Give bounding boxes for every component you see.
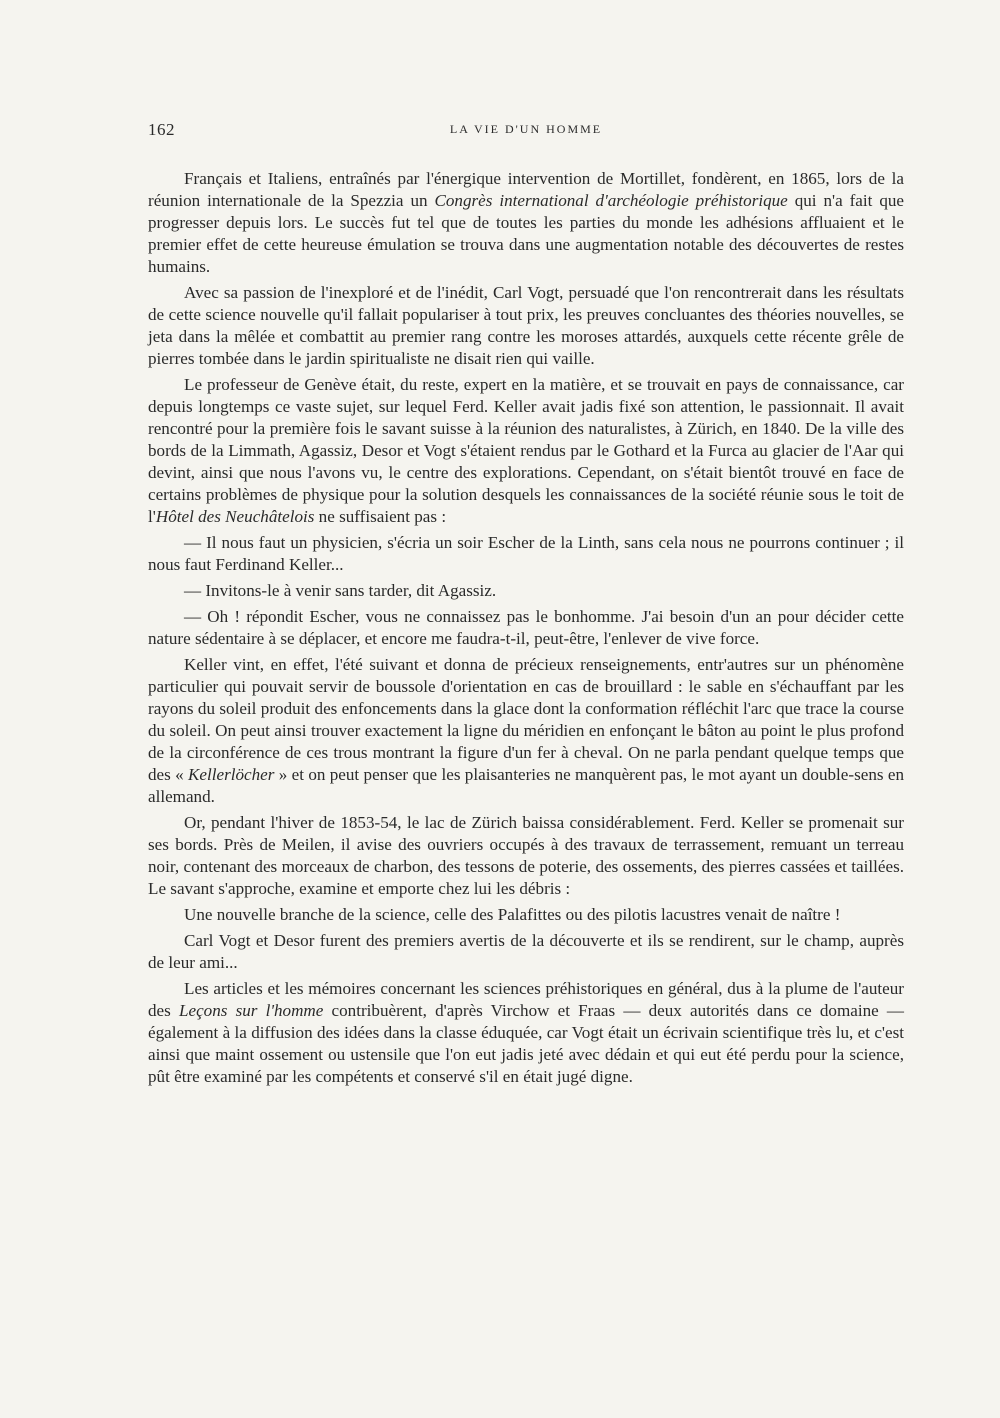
page-header [148, 120, 904, 144]
paragraph-articles: Les articles et les mémoires concernant les sciences préhistoriques en général, dus à la plume de l'auteur des Leçons sur l'homme contribuèrent, d'après Virchow et Fraas — deux autorités dans ce domaine — également à la diffusion des idées dans la classe éduquée, car Vogt était un écrivain scientifique très lu, et c'est ainsi que maint ossement ou ustensile que l'on eut jadis jeté avec dédain et qui eut été perdu pour la science, pût être examiné par les compétents et conservé s'il en était jugé digne. [148, 979, 905, 1086]
dialog-escher-2: — Oh ! répondit Escher, vous ne connaissez pas le bonhomme. J'ai besoin d'un an pour décider cette nature sédentaire à se déplacer, et encore me faudra-t-il, peut-être, l'enlever de vive force. [148, 607, 904, 648]
dialog-agassiz: — Invitons-le à venir sans tarder, dit Agassiz. [184, 581, 497, 600]
paragraph-keller: Keller vint, en effet, l'été suivant et donna de précieux renseignements, entr'autres sur un phénomène particulier qui pouvait servir de boussole d'orientation en cas de brouillard : le sable en s'échauffant par les rayons du soleil produit des enfoncements dans la glace dont la conformation réfléchit l'arc que trace la course du soleil. On peut ainsi trouver exactement la ligne du méridien en enfonçant le bâton au point le plus profond de la circonférence de ces trous montrant la figure d'un fer à cheval. On ne parla pendant quelque temps que des « Kellerlöcher » et on peut penser que les plaisanteries ne manquèrent pas, le mot ayant un double-sens en allemand. [148, 655, 904, 806]
paragraph-2: Avec sa passion de l'inexploré et de l'inédit, Carl Vogt, persuadé que l'on rencontrerait dans les résultats de cette science nouvelle qu'il fallait populariser à tout prix, les preuves concluantes des théories nouvelles, se jeta dans la mêlée et combattit au premier rang contre les moroses attardés, auxquels cette récente grêle de pierres tombée dans le jardin spiritualiste ne disait rien qui vaille. [148, 283, 904, 368]
running-head: LA VIE D'UN HOMME [449, 122, 603, 136]
paragraph-palafittes: Une nouvelle branche de la science, celle des Palafittes ou des pilotis lacustres venait de naître ! [184, 905, 841, 924]
paragraph-vogt-desor: Carl Vogt et Desor furent des premiers avertis de la découverte et ils se rendirent, sur le champ, auprès de leur ami... [148, 931, 904, 972]
dialog-escher-1: — Il nous faut un physicien, s'écria un soir Escher de la Linth, sans cela nous ne pourrons continuer ; il nous faut Ferdinand Keller... [148, 533, 904, 574]
paragraph-lake-zurich: Or, pendant l'hiver de 1853-54, le lac de Zürich baissa considérablement. Ferd. Keller se promenait sur ses bords. Près de Meilen, il avise des ouvriers occupés à des travaux de terrassement, remuant un terreau noir, contenant des morceaux de charbon, des tessons de poterie, des ossements, des pierres cassées et taillées. Le savant s'approche, examine et emporte chez lui les débris : [148, 813, 904, 898]
paragraph-3: Le professeur de Genève était, du reste, expert en la matière, et se trouvait en pays de connaissance, car depuis longtemps ce vaste sujet, sur lequel Ferd. Keller avait jadis fixé son attention, le passionnait. Il avait rencontré pour la première fois le savant suisse à la réunion des naturalistes, à Zürich, en 1840. De la ville des bords de la Limmath, Agassiz, Desor et Vogt s'étaient rendus par le Gothard et la Furca au glacier de l'Aar qui devint, ainsi que nous l'avons vu, le centre des explorations. Cependant, on s'était bientôt trouvé en face de certains problèmes de physique pour la solution desquels les connaissances de la société réunie sous le toit de l'Hôtel des Neuchâtelois ne suffisaient pas : [148, 375, 904, 526]
body-text [148, 168, 904, 1092]
paragraph-1: Français et Italiens, entraînés par l'énergique intervention de Mortillet, fondèrent, en 1865, lors de la réunion internationale de la Spezzia un Congrès international d'archéologie préhistorique qui n'a fait que progresser depuis lors. Le succès fut tel que de toutes les parties du monde les adhésions affluaient et le premier effet de cette heureuse émulation se trouva dans une augmentation notable des découvertes de restes humains. [148, 169, 905, 276]
page-number: 162 [148, 120, 175, 139]
